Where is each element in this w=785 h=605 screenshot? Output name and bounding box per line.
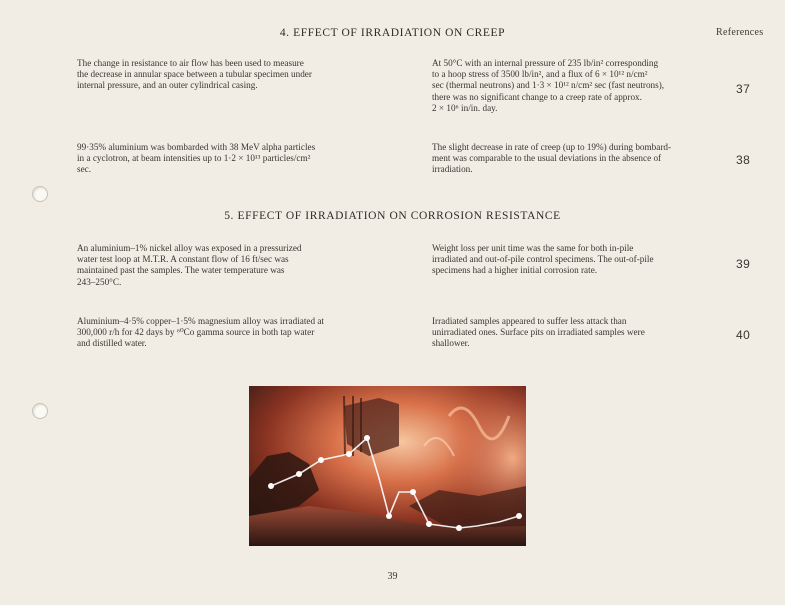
section-5-heading: 5. EFFECT OF IRRADIATION ON CORROSION RESISTANCE <box>224 210 561 222</box>
binder-hole <box>32 403 48 419</box>
references-column-heading: References <box>716 27 764 38</box>
corrosion-method-1: An aluminium–1% nickel alloy was exposed in a pressurized water test loop at M.T.R. A constant flow of 16 ft/sec was maintained past the samples. The water temperature was 243–250°C. <box>77 243 302 287</box>
reference-number: 37 <box>736 82 751 96</box>
reference-number: 40 <box>736 328 751 342</box>
creep-method-1: The change in resistance to air flow has been used to measure the decrease in annular space between a tubular specimen under internal pressure, and an outer cylindrical casing. <box>77 58 312 91</box>
creep-result-2: The slight decrease in rate of creep (up to 19%) during bombard- ment was comparable to the usual deviations in the absence of irradiation. <box>432 142 672 175</box>
photo-illustration <box>249 386 526 546</box>
photograph <box>249 386 526 546</box>
binder-hole <box>32 186 48 202</box>
reference-number: 39 <box>736 257 751 271</box>
creep-method-2: 99·35% aluminium was bombarded with 38 MeV alpha particles in a cyclotron, at beam intensities up to 1·2 × 10¹³ particles/cm² sec. <box>77 142 316 175</box>
reference-number: 38 <box>736 153 751 167</box>
corrosion-result-1: Weight loss per unit time was the same for both in-pile irradiated and out-of-pile control specimens. The out-of-pile specimens had a higher initial corrosion rate. <box>432 243 654 276</box>
corrosion-method-2: Aluminium–4·5% copper–1·5% magnesium alloy was irradiated at 300,000 r/h for 42 days by ⁶⁰Co gamma source in both tap water and distilled water. <box>77 316 324 349</box>
corrosion-result-2: Irradiated samples appeared to suffer less attack than unirradiated ones. Surface pits on irradiated samples were shallower. <box>432 316 645 349</box>
page-number: 39 <box>387 571 398 582</box>
creep-result-1: At 50°C with an internal pressure of 235 lb/in² corresponding to a hoop stress of 3500 lb/in², and a flux of 6 × 10¹² n/cm² sec (thermal neutrons) and 1·3 × 10¹² n/cm² sec (fast neutrons), there was no significant change to a creep rate of approx. 2 × 10⁶ in/in. day. <box>432 58 665 113</box>
section-4-heading: 4. EFFECT OF IRRADIATION ON CREEP <box>279 27 506 39</box>
